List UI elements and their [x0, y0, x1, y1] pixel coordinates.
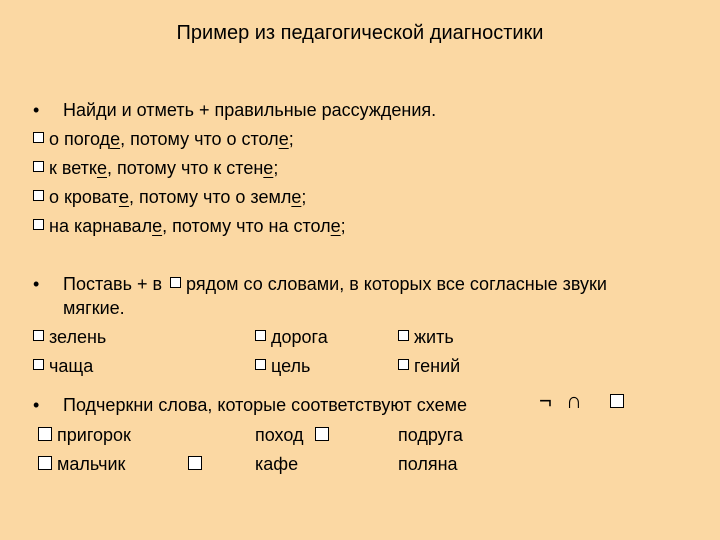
task3-word-3: подруга: [398, 425, 463, 445]
option-text: ;: [273, 158, 279, 178]
option-text: к ветк: [49, 158, 97, 178]
task3-checkbox-extra: [188, 454, 207, 475]
checkbox[interactable]: [255, 330, 266, 341]
task2-prompt: Поставь + в: [63, 274, 163, 294]
task2-prompt-line: [33, 274, 607, 295]
task3-word-1: [38, 425, 131, 446]
underlined-letter: е: [110, 129, 121, 149]
word: поход: [255, 425, 304, 445]
checkbox[interactable]: [398, 330, 409, 341]
word: жить: [414, 327, 454, 347]
word: цель: [271, 356, 311, 376]
checkbox[interactable]: [33, 359, 44, 370]
checkbox[interactable]: [255, 359, 266, 370]
underlined-letter: е: [291, 187, 302, 207]
bullet: •: [33, 395, 40, 415]
bullet: •: [33, 100, 40, 120]
checkbox-symbol: [170, 277, 181, 288]
checkbox[interactable]: [398, 359, 409, 370]
underlined-letter: е: [118, 187, 129, 207]
word: гений: [414, 356, 461, 376]
option-text: ;: [288, 129, 294, 149]
task1-option-3: [33, 187, 306, 208]
task1-option-2: [33, 158, 278, 179]
task3-word-4: [38, 454, 125, 475]
checkbox[interactable]: [33, 330, 44, 341]
task3-word-2: [255, 425, 334, 446]
option-text: о погод: [49, 129, 111, 149]
checkbox[interactable]: [33, 161, 44, 172]
option-text: , потому что о стол: [120, 129, 279, 149]
task1-prompt-line: [33, 100, 436, 121]
not-sign-icon: ¬: [539, 388, 552, 413]
underlined-letter: е: [278, 129, 289, 149]
underlined-letter: е: [96, 158, 107, 178]
word: пригорок: [57, 425, 131, 445]
checkbox[interactable]: [33, 219, 44, 230]
option-text: ;: [340, 216, 346, 236]
checkbox[interactable]: [38, 427, 52, 441]
page-title: Пример из педагогической диагностики: [176, 22, 544, 44]
task2-word-1: [33, 327, 106, 348]
option-text: на карнавал: [49, 216, 153, 236]
task2-prompt-cont: мягкие.: [63, 298, 125, 318]
task3-prompt-line: [33, 395, 467, 416]
checkbox[interactable]: [38, 456, 52, 470]
underlined-letter: е: [330, 216, 341, 236]
arc-icon: ∩: [565, 388, 582, 413]
task3-word-5: кафе: [255, 454, 299, 474]
task1-option-4: [33, 216, 346, 237]
task2-word-5: [255, 356, 310, 377]
checkbox[interactable]: [33, 132, 44, 143]
word: дорога: [271, 327, 328, 347]
word: чаща: [49, 356, 94, 376]
empty-square-icon: [610, 394, 624, 408]
task1-prompt: Найди и отметь + правильные рассуждения.: [63, 100, 437, 120]
option-text: о кроват: [49, 187, 119, 207]
task3-word-6: поляна: [398, 454, 458, 474]
checkbox[interactable]: [33, 190, 44, 201]
checkbox[interactable]: [315, 427, 329, 441]
task2-word-3: [398, 327, 454, 348]
option-text: , потому что о земл: [128, 187, 292, 207]
option-text: ;: [301, 187, 307, 207]
option-text: , потому что на стол: [162, 216, 331, 236]
word: мальчик: [57, 454, 126, 474]
task2-word-2: [255, 327, 328, 348]
word: зелень: [49, 327, 107, 347]
task3-prompt: Подчеркни слова, которые соответствуют схеме: [63, 395, 467, 415]
underlined-letter: е: [263, 158, 274, 178]
option-text: , потому что к стен: [107, 158, 264, 178]
task2-word-6: [398, 356, 460, 377]
task2-word-4: [33, 356, 93, 377]
underlined-letter: е: [152, 216, 163, 236]
syllable-scheme: [539, 388, 629, 414]
bullet: •: [33, 274, 40, 294]
task1-option-1: [33, 129, 294, 150]
task2-prompt: рядом со словами, в которых все согласные звуки: [186, 274, 607, 294]
checkbox[interactable]: [188, 456, 202, 470]
